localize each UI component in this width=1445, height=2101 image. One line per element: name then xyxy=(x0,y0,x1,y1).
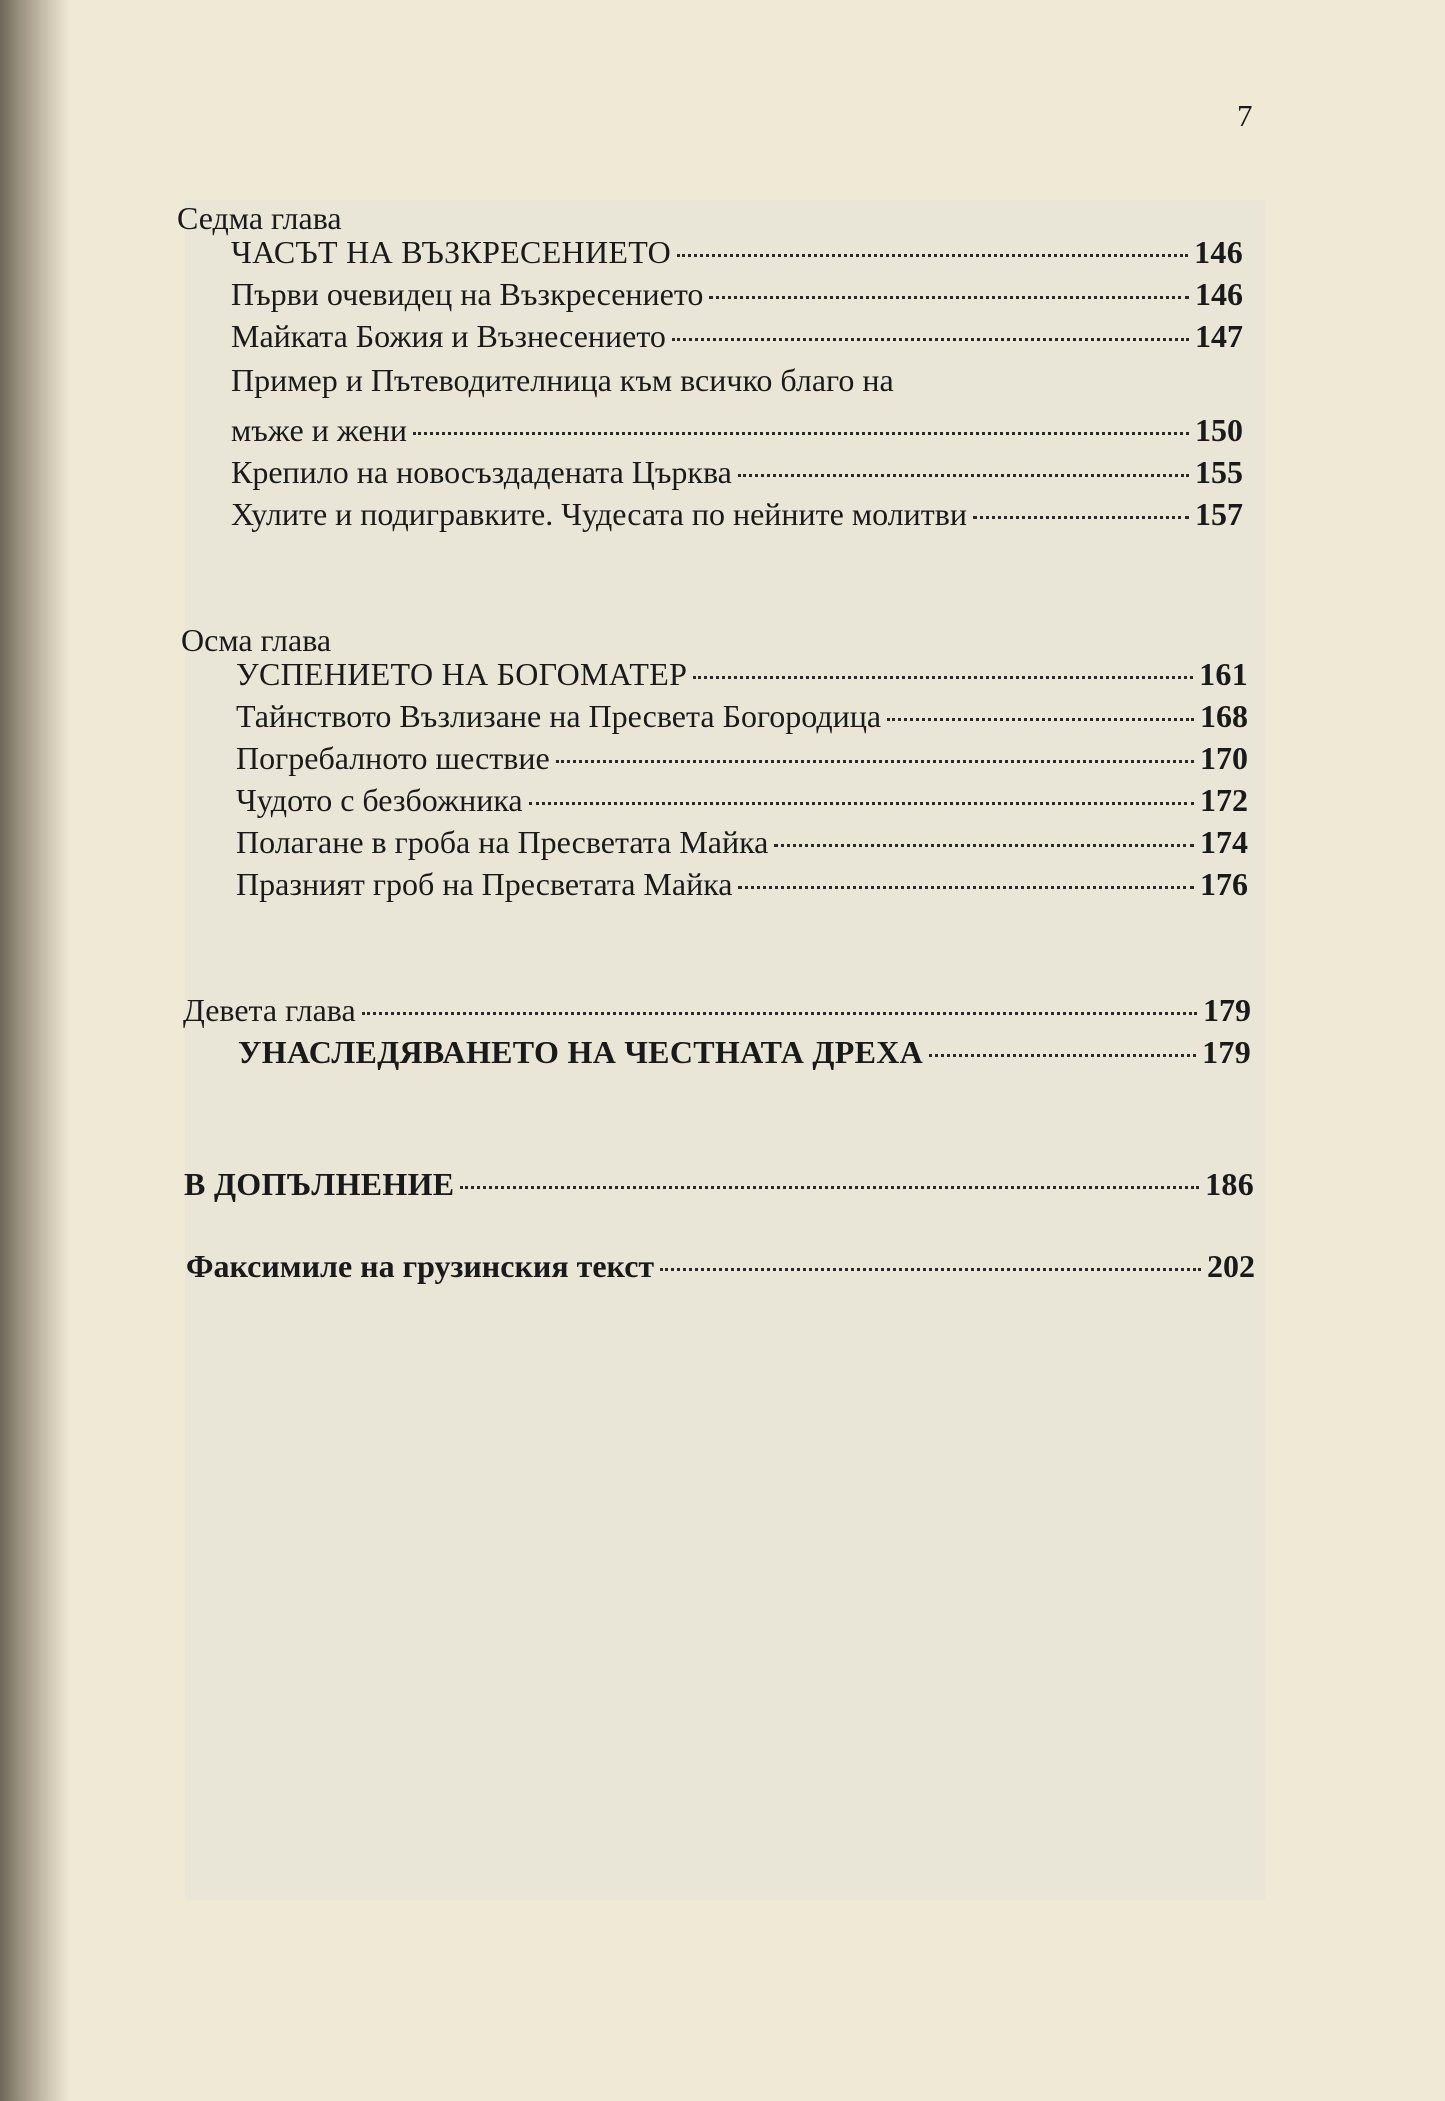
dot-leader xyxy=(413,432,1189,435)
dot-leader xyxy=(529,802,1194,805)
dot-leader xyxy=(738,474,1189,477)
page-number: 7 xyxy=(1237,98,1253,133)
toc-entry-page: 147 xyxy=(1195,318,1243,354)
toc-entry-title-line2: мъже и жени xyxy=(231,412,407,448)
dot-leader xyxy=(973,516,1189,519)
toc-entry-page: 146 xyxy=(1195,276,1243,312)
toc-entry[interactable] xyxy=(236,738,1248,778)
toc-entry[interactable] xyxy=(231,452,1243,492)
dot-leader xyxy=(929,1054,1196,1057)
toc-entry[interactable] xyxy=(236,780,1248,820)
toc-entry-page: 146 xyxy=(1194,234,1243,270)
chapter-heading-9: Девета глава xyxy=(183,992,356,1028)
toc-entry[interactable] xyxy=(231,232,1243,272)
toc-entry-page: 176 xyxy=(1200,866,1248,902)
toc-entry-page: 170 xyxy=(1200,740,1248,776)
chapter-heading-8: Осма глава xyxy=(181,622,332,658)
toc-entry-facsimile[interactable] xyxy=(186,1246,1255,1286)
toc-entry[interactable] xyxy=(236,864,1248,904)
toc-entry-title-line1[interactable]: Пример и Пътеводителница към всичко благо на xyxy=(231,362,894,398)
chapter-heading-7: Седма глава xyxy=(177,200,342,236)
toc-entry-page: 186 xyxy=(1205,1166,1254,1202)
toc-entry-page: 168 xyxy=(1200,698,1248,734)
dot-leader xyxy=(738,886,1194,889)
toc-entry-appendix[interactable] xyxy=(184,1164,1254,1204)
toc-entry-title: Крепило на новосъздадената Църква xyxy=(231,454,732,490)
dot-leader xyxy=(362,1012,1197,1015)
toc-entry[interactable] xyxy=(238,1032,1251,1072)
toc-entry-page: 174 xyxy=(1200,824,1248,860)
dot-leader xyxy=(693,676,1193,679)
toc-entry-title: ЧАСЪТ НА ВЪЗКРЕСЕНИЕТО xyxy=(231,234,672,270)
toc-entry-title: Погребалното шествие xyxy=(236,740,550,776)
book-spine-shadow xyxy=(0,0,70,2101)
toc-entry-page: 150 xyxy=(1195,412,1243,448)
dot-leader xyxy=(460,1186,1199,1189)
toc-entry[interactable] xyxy=(231,494,1243,534)
toc-entry-page: 179 xyxy=(1203,992,1251,1028)
toc-entry-title: В ДОПЪЛНЕНИЕ xyxy=(184,1166,455,1202)
toc-entry-title: Тайнството Възлизане на Пресвета Богородица xyxy=(236,698,882,734)
toc-entry-title: Полагане в гроба на Пресветата Майка xyxy=(236,824,769,860)
toc-entry-title: Факсимиле на грузинския текст xyxy=(186,1248,655,1284)
toc-entry[interactable] xyxy=(236,654,1248,694)
toc-entry-title: Празният гроб на Пресветата Майка xyxy=(236,866,733,902)
toc-entry[interactable] xyxy=(183,990,1251,1030)
dot-leader xyxy=(660,1268,1201,1271)
toc-entry-title: Хулите и подигравките. Чудесата по нейните молитви xyxy=(231,496,967,532)
dot-leader xyxy=(887,718,1194,721)
toc-entry-page: 161 xyxy=(1199,656,1248,692)
dot-leader xyxy=(556,760,1194,763)
toc-entry-title: УНАСЛЕДЯВАНЕТО НА ЧЕСТНАТА ДРЕХА xyxy=(238,1034,924,1070)
dot-leader xyxy=(709,296,1189,299)
toc-entry[interactable] xyxy=(236,696,1248,736)
dot-leader xyxy=(774,844,1194,847)
toc-entry-title: УСПЕНИЕТО НА БОГОМАТЕР xyxy=(236,656,688,692)
toc-entry[interactable] xyxy=(231,316,1243,356)
toc-entry[interactable] xyxy=(236,822,1248,862)
toc-entry[interactable] xyxy=(231,410,1243,450)
toc-entry-title: Чудото с безбожника xyxy=(236,782,523,818)
toc-entry-title: Майката Божия и Възнесението xyxy=(231,318,666,354)
dot-leader xyxy=(672,338,1189,341)
toc-entry-page: 179 xyxy=(1202,1034,1251,1070)
toc-entry-page: 155 xyxy=(1195,454,1243,490)
toc-entry[interactable] xyxy=(231,274,1243,314)
toc-entry-page: 157 xyxy=(1195,496,1243,532)
dot-leader xyxy=(677,254,1188,257)
toc-entry-page: 202 xyxy=(1207,1248,1255,1284)
toc-entry-page: 172 xyxy=(1200,782,1248,818)
toc-entry-title: Първи очевидец на Възкресението xyxy=(231,276,704,312)
